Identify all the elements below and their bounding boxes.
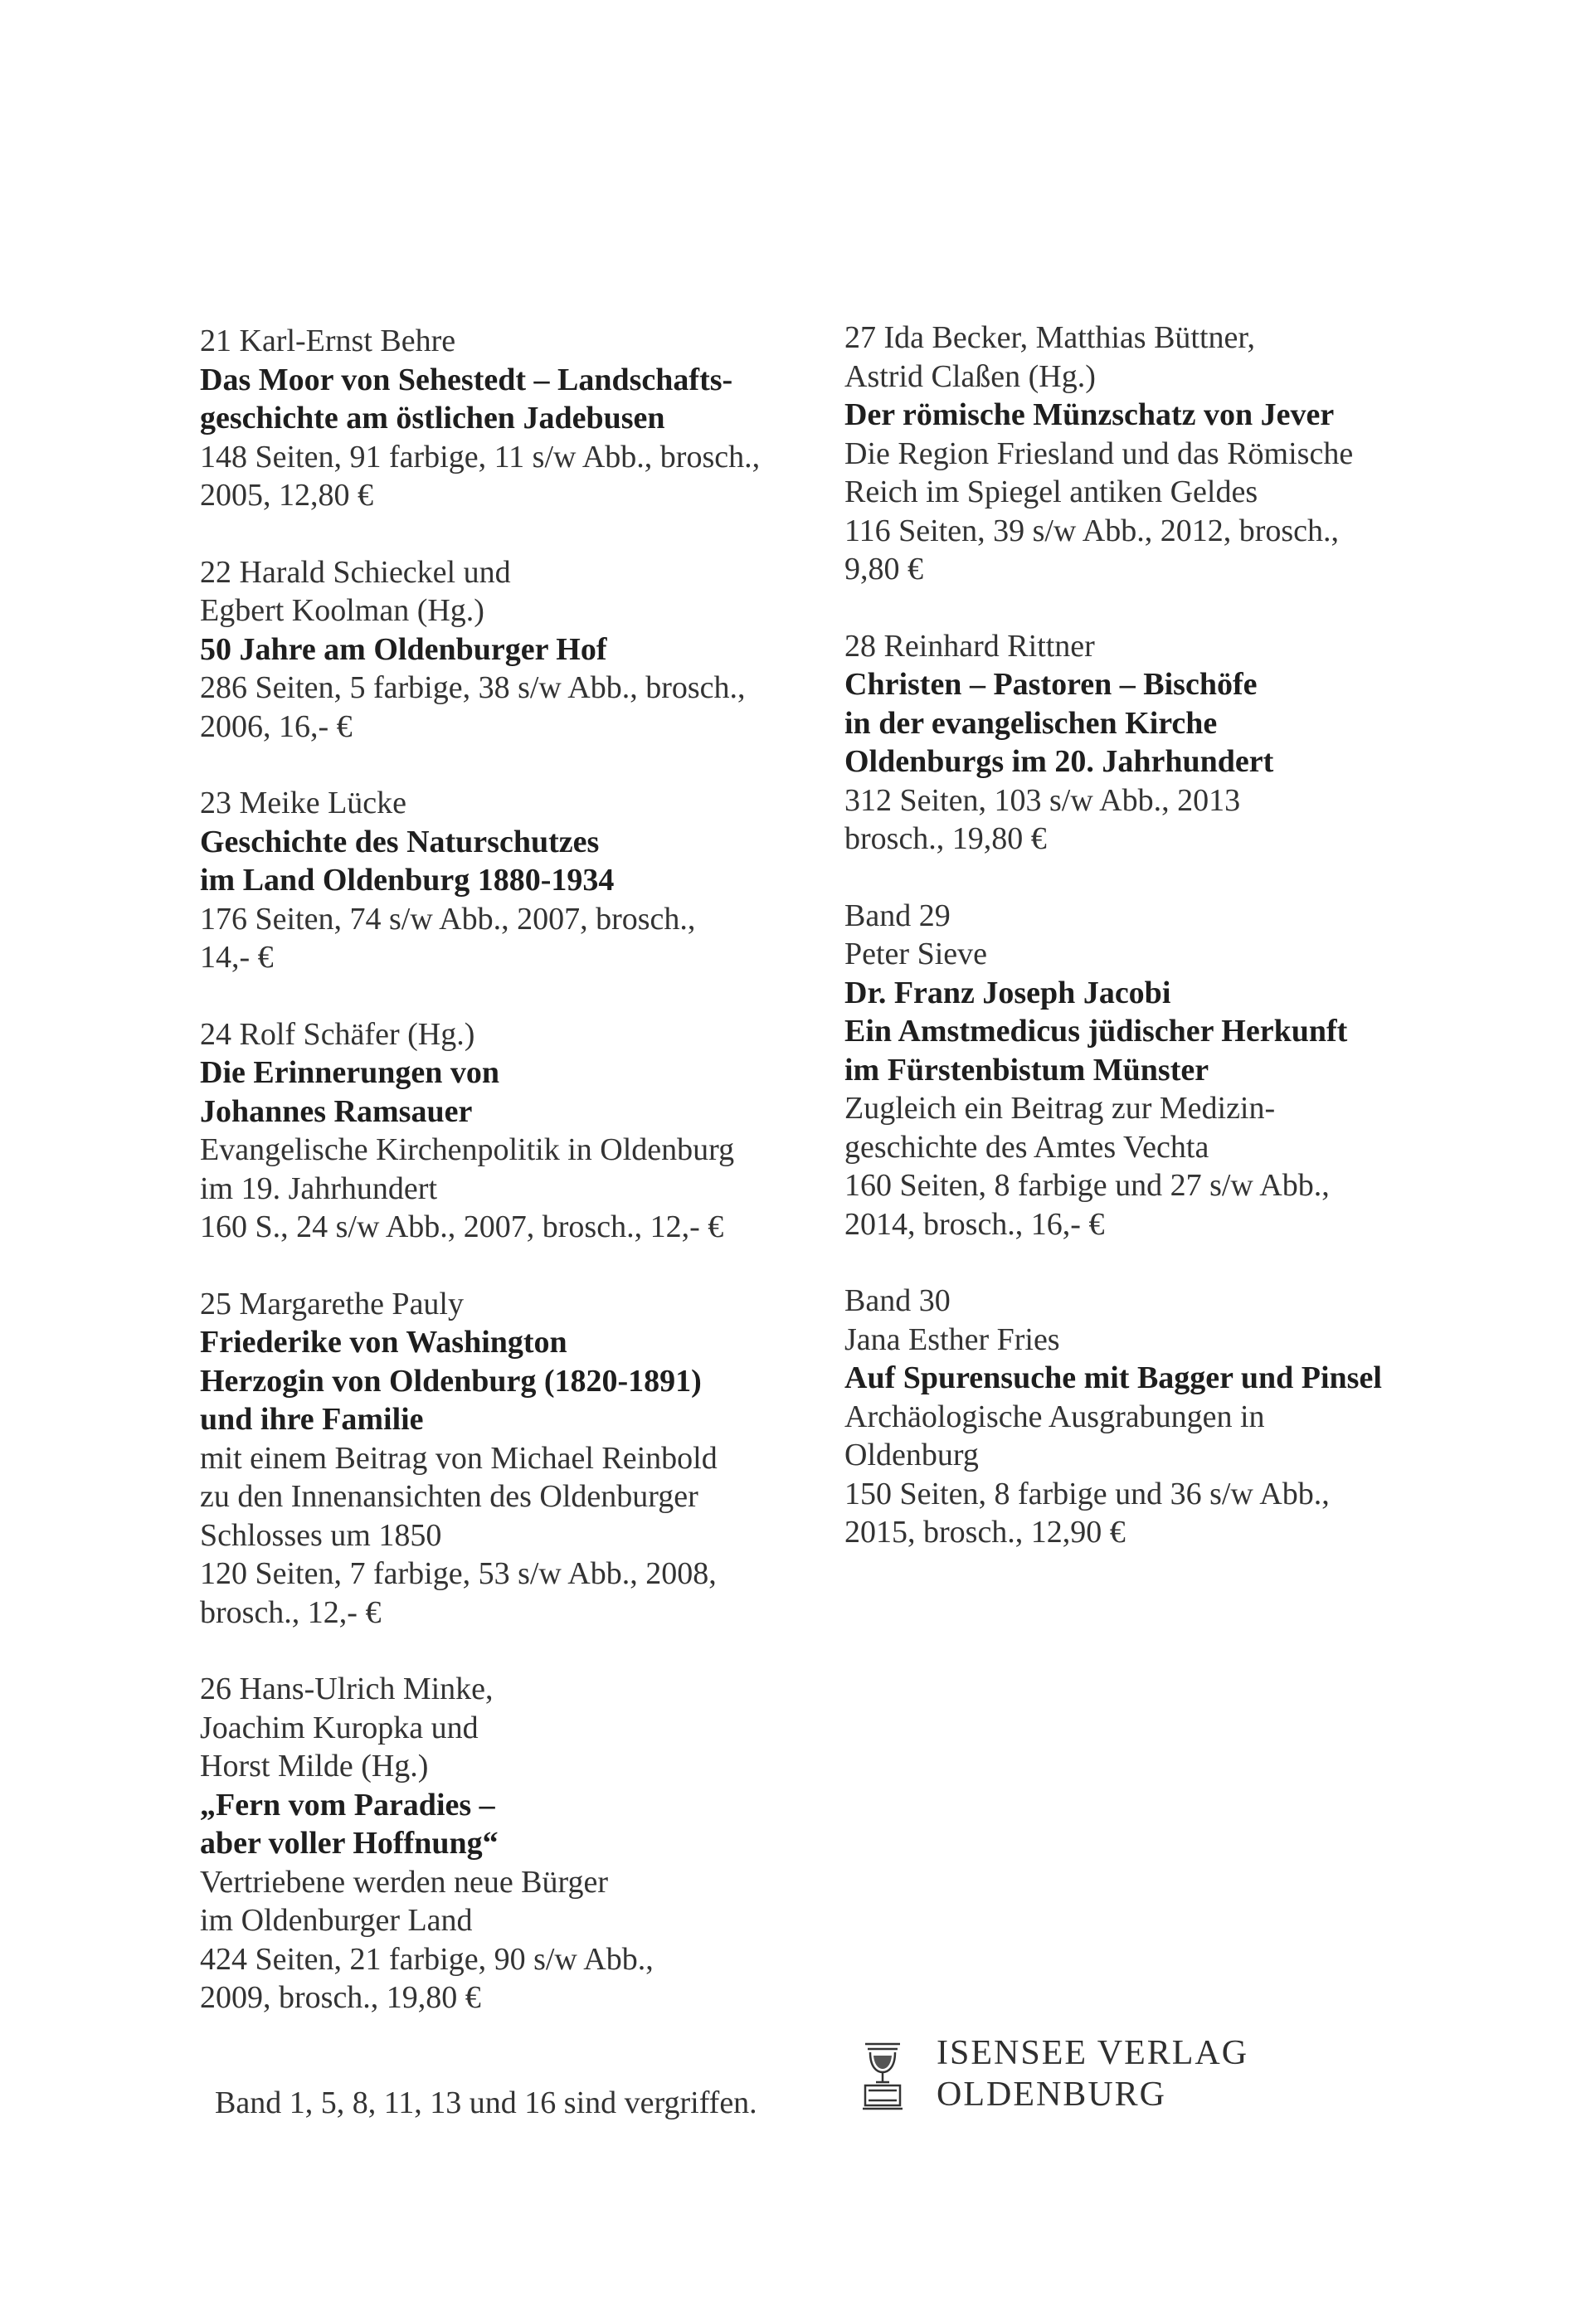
publisher-name [937, 2032, 1248, 2115]
book-info-line: 176 Seiten, 74 s/w Abb., 2007, brosch., [200, 901, 696, 937]
book-info-line: Band 30 [844, 1283, 951, 1318]
book-title-line: im Fürstenbistum Münster [844, 1052, 1209, 1088]
book-info-line: Archäologische Ausgrabungen in [844, 1399, 1265, 1434]
book-info-line: 2014, brosch., 16,- € [844, 1206, 1105, 1242]
book-title-line: Auf Spurensuche mit Bagger und Pinsel [844, 1360, 1382, 1395]
book-info-line: geschichte des Amtes Vechta [844, 1129, 1209, 1165]
book-title-line: im Land Oldenburg 1880-1934 [200, 863, 615, 898]
book-info-line: 14,- € [200, 940, 274, 975]
book-info-line: Egbert Koolman (Hg.) [200, 593, 484, 628]
book-title-line: aber voller Hoffnung“ [200, 1826, 499, 1861]
book-info-line: im Oldenburger Land [200, 1903, 473, 1938]
book-info-line: brosch., 19,80 € [844, 821, 1047, 856]
book-info-line: 28 Reinhard Rittner [844, 628, 1095, 664]
book-info-line: zu den Innenansichten des Oldenburger [200, 1479, 698, 1514]
publisher-line-1: ISENSEE VERLAG [937, 2034, 1249, 2072]
book-title-line: Der römische Münzschatz von Jever [844, 397, 1335, 432]
book-entry [200, 322, 830, 515]
book-info-line: 2009, brosch., 19,80 € [200, 1980, 481, 2015]
book-info-line: 150 Seiten, 8 farbige und 36 s/w Abb., [844, 1476, 1330, 1511]
book-info-line: 286 Seiten, 5 farbige, 38 s/w Abb., brosch., [200, 670, 746, 705]
book-info-line: 26 Hans-Ulrich Minke, [200, 1672, 494, 1706]
book-title-line: geschichte am östlichen Jadebusen [200, 401, 665, 436]
book-info-line: 148 Seiten, 91 farbige, 11 s/w Abb., brosch., [200, 439, 761, 474]
book-info-line: Vertriebene werden neue Bürger [200, 1864, 609, 1900]
book-title-line: in der evangelischen Kirche [844, 705, 1218, 741]
book-entry [200, 1285, 830, 1633]
book-title-line: Ein Amstmedicus jüdischer Herkunft [844, 1014, 1348, 1049]
book-info-line: mit einem Beitrag von Michael Reinbold [200, 1440, 718, 1476]
book-info-line: 22 Harald Schieckel und [200, 554, 511, 590]
book-entry [844, 1282, 1491, 1552]
book-title-line: Geschichte des Naturschutzes [200, 824, 600, 859]
book-entry [200, 1670, 830, 2017]
book-info-line: Band 29 [844, 898, 951, 933]
book-entry [200, 553, 830, 747]
book-info-line: Horst Milde (Hg.) [200, 1749, 429, 1784]
publisher-line-2: OLDENBURG [937, 2076, 1166, 2114]
book-info-line: 2005, 12,80 € [200, 478, 373, 513]
book-info-line: Jana Esther Fries [844, 1321, 1060, 1357]
book-info-line: Peter Sieve [844, 937, 988, 971]
book-info-line: Reich im Spiegel antiken Geldes [844, 474, 1258, 509]
book-info-line: 24 Rolf Schäfer (Hg.) [200, 1016, 475, 1052]
left-column [200, 322, 830, 2056]
book-info-line: 120 Seiten, 7 farbige, 53 s/w Abb., 2008, [200, 1556, 717, 1591]
book-info-line: brosch., 12,- € [200, 1594, 382, 1630]
book-info-line: Oldenburg [844, 1438, 979, 1472]
book-info-line: 27 Ida Becker, Matthias Büttner, [844, 320, 1256, 355]
book-info-line: 2006, 16,- € [200, 708, 353, 744]
book-title-line: Christen – Pastoren – Bischöfe [844, 667, 1258, 702]
book-title-line: Das Moor von Sehestedt – Landschafts- [200, 362, 733, 397]
book-title-line: Friederike von Washington [200, 1325, 567, 1360]
book-entry [844, 319, 1491, 589]
book-entry [200, 1015, 830, 1247]
book-title-line: und ihre Familie [200, 1402, 424, 1437]
book-title-line: Dr. Franz Joseph Jacobi [844, 975, 1171, 1010]
book-info-line: 9,80 € [844, 552, 923, 586]
book-entry [844, 627, 1491, 859]
book-info-line: 116 Seiten, 39 s/w Abb., 2012, brosch., [844, 513, 1340, 548]
book-title-line: „Fern vom Paradies – [200, 1787, 495, 1823]
book-entry [844, 897, 1491, 1244]
book-info-line: 424 Seiten, 21 farbige, 90 s/w Abb., [200, 1941, 654, 1977]
book-info-line: 160 S., 24 s/w Abb., 2007, brosch., 12,- € [200, 1209, 724, 1244]
book-info-line: 160 Seiten, 8 farbige und 27 s/w Abb., [844, 1168, 1330, 1203]
book-info-line: Schlosses um 1850 [200, 1517, 442, 1553]
book-entry [200, 784, 830, 977]
book-info-line: 21 Karl-Ernst Behre [200, 324, 456, 358]
book-info-line: Zugleich ein Beitrag zur Medizin- [844, 1091, 1276, 1126]
book-info-line: Die Region Friesland und das Römische [844, 436, 1354, 471]
book-info-line: Evangelische Kirchenpolitik in Oldenburg [200, 1132, 735, 1167]
book-title-line: 50 Jahre am Oldenburger Hof [200, 631, 607, 667]
book-title-line: Oldenburgs im 20. Jahrhundert [844, 744, 1274, 779]
book-title-line: Die Erinnerungen von [200, 1055, 500, 1090]
book-info-line: Astrid Claßen (Hg.) [844, 358, 1096, 394]
book-title-line: Johannes Ramsauer [200, 1093, 473, 1129]
right-column [844, 319, 1491, 1590]
book-info-line: 23 Meike Lücke [200, 786, 407, 820]
out-of-print-note: Band 1, 5, 8, 11, 13 und 16 sind vergriffen. [215, 2085, 757, 2120]
book-info-line: 312 Seiten, 103 s/w Abb., 2013 [844, 782, 1241, 818]
book-info-line: 2015, brosch., 12,90 € [844, 1515, 1126, 1550]
book-title-line: Herzogin von Oldenburg (1820-1891) [200, 1363, 702, 1399]
book-info-line: 25 Margarethe Pauly [200, 1286, 464, 1321]
book-info-line: Joachim Kuropka und [200, 1710, 479, 1745]
urn-logo-icon [860, 2039, 905, 2114]
book-info-line: im 19. Jahrhundert [200, 1170, 438, 1206]
